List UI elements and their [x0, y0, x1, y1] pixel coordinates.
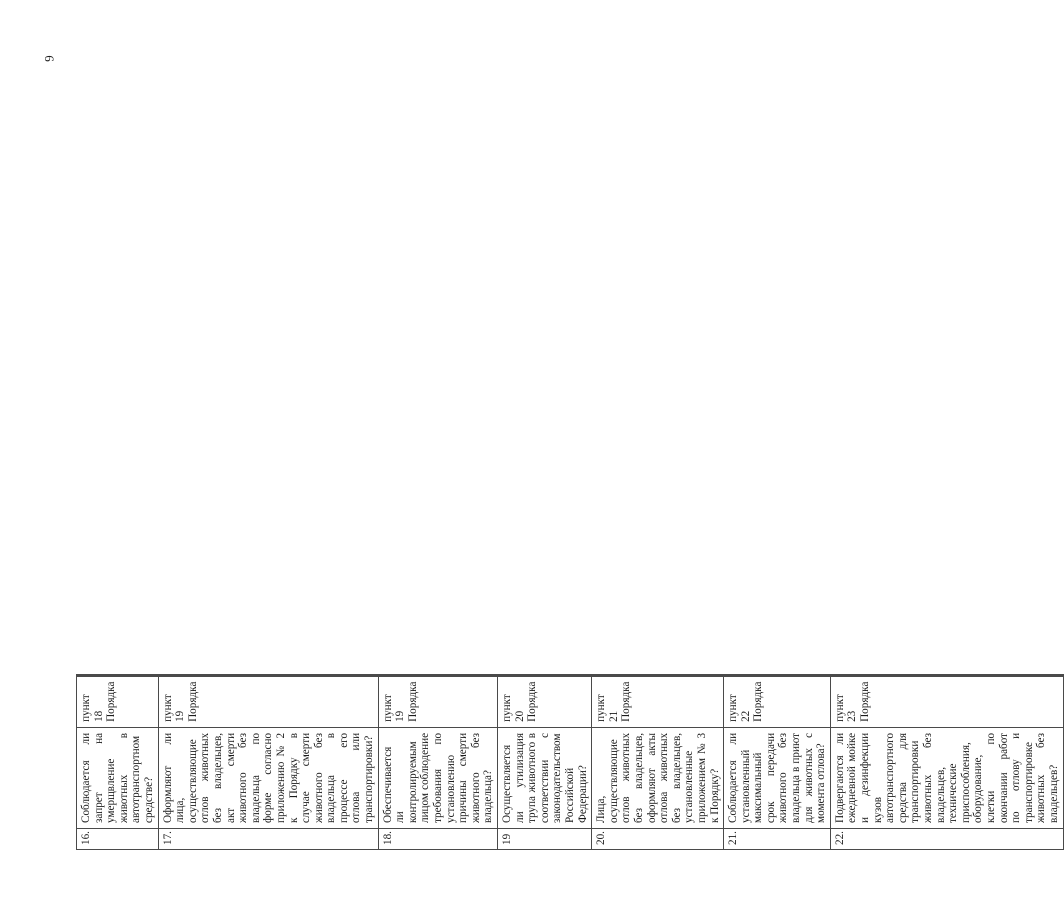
question-text: Лица, осуществляющие отлов животных без владельцев, оформляют акты отлова животных без владельцев, установленные приложением № 3 к Порядку? — [592, 727, 724, 828]
question-text: Осуществляется ли утилизация трупа животного в соответствии с законодательством Российской Федерации? — [498, 727, 592, 828]
answer-cell — [378, 675, 497, 676]
row-number: 20. — [592, 829, 724, 850]
question-text: Обеспечивается ли контролируемым лицом соблюдение требования по установлению причины смерти животного без владельца? — [378, 727, 497, 828]
answer-cell — [724, 675, 831, 676]
table-row — [158, 674, 378, 849]
question-text: Соблюдается ли установленный максимальный срок передачи животного без владельца в приют для животных с момента отлова? — [724, 727, 831, 828]
question-text: Подвергаются ли ежедневной мойке и дезинфекции кузов автотранспортного средства для транспортировки животных без владельцев, технические приспособления, оборудование, клетки по окончании работ по отлову и транспортировке животных без владельцев? — [830, 727, 1063, 828]
answer-cell — [498, 675, 592, 676]
table-row — [592, 674, 724, 849]
table-row — [77, 674, 159, 849]
row-number: 21. — [724, 829, 831, 850]
row-number: 22. — [830, 829, 1063, 850]
note-cell — [158, 674, 378, 675]
table-row — [830, 674, 1063, 849]
note-cell — [378, 674, 497, 675]
reference-text: пункт 20 Порядка — [498, 676, 592, 727]
note-cell — [724, 674, 831, 675]
question-text: Оформляют ли лица, осуществляющие отлов животных без владельцев, акт смерти животного без владельца по форме согласно приложению № 2 к Порядку в случае смерти животного без владельца в процессе его отлова или транспортировки? — [158, 727, 378, 828]
table-row — [378, 674, 497, 849]
page-number: 6 — [41, 55, 57, 62]
note-cell — [592, 674, 724, 675]
reference-text: пункт 18 Порядка — [77, 676, 159, 727]
reference-text: пункт 21 Порядка — [592, 676, 724, 727]
row-number: 18. — [378, 829, 497, 850]
note-cell — [77, 674, 159, 675]
answer-cell — [830, 675, 1063, 676]
checklist-table — [76, 674, 1064, 850]
row-number: 19 — [498, 829, 592, 850]
answer-cell — [77, 675, 159, 676]
answer-cell — [592, 675, 724, 676]
row-number: 16. — [77, 829, 159, 850]
checklist-rows — [77, 674, 1064, 849]
note-cell — [498, 674, 592, 675]
row-number: 17. — [158, 829, 378, 850]
question-text: Соблюдается ли запрет на умерщвление животных в автотранспортном средстве? — [77, 727, 159, 828]
table-row — [724, 674, 831, 849]
reference-text: пункт 19 Порядка — [158, 676, 378, 727]
reference-text: пункт 19 Порядка — [378, 676, 497, 727]
note-cell — [830, 674, 1063, 675]
answer-cell — [158, 675, 378, 676]
reference-text: пункт 22 Порядка — [724, 676, 831, 727]
table-row — [498, 674, 592, 849]
reference-text: пункт 23 Порядка — [830, 676, 1063, 727]
